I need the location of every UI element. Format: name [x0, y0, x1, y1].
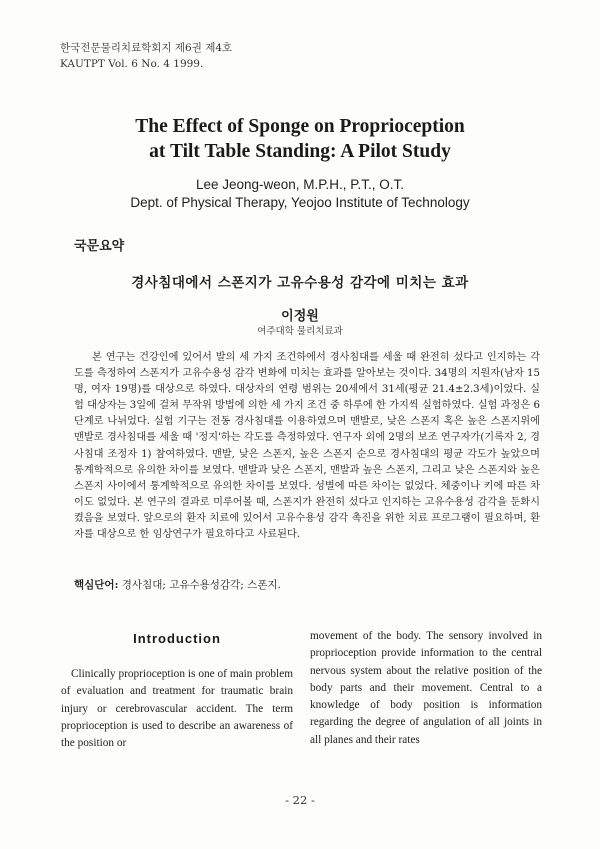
left-column-text: Clinically proprioception is one of main problem of evaluation and treatment for traumatic brain injury or cerebrovascular accident. The term proprioception is used to describe an awareness of the position or — [61, 668, 293, 750]
author-affiliation: Dept. of Physical Therapy, Yeojoo Institute of Technology — [130, 195, 470, 210]
introduction-heading: Introduction — [133, 631, 221, 646]
korean-author: 이정원 — [281, 309, 319, 324]
right-column-text: movement of the body. The sensory involved in proprioception provide information to the central nervous system about the relative position of the body parts and their movement. Central to a knowledge of body position is information regarding the degree of angulation of all joints in all planes and their rates — [310, 630, 542, 746]
right-column — [310, 628, 542, 749]
author-block — [0, 176, 600, 212]
page-number: - 22 - — [285, 793, 315, 807]
journal-header — [60, 40, 232, 72]
abstract-heading: 국문요약 — [74, 239, 125, 254]
author-name: Lee Jeong-weon, M.P.H., P.T., O.T. — [195, 177, 405, 192]
keywords-list: 경사침대; 고유수용성감각; 스폰지. — [118, 579, 281, 591]
journal-korean-line: 한국전문물리치료학회지 제6권 제4호 — [60, 42, 233, 54]
left-column — [61, 628, 293, 752]
keywords-label: 핵심단어: — [74, 579, 119, 591]
korean-affiliation: 여주대학 물리치료과 — [257, 326, 343, 337]
title-line-2: at Tilt Table Standing: A Pilot Study — [149, 141, 451, 162]
paper-title — [0, 114, 600, 164]
abstract-body: 본 연구는 건강인에 있어서 발의 세 가지 조건하에서 경사침대를 세울 때 완전히 섰다고 인지하는 각도를 측정하여 스폰지가 고유수용성 감각 변화에 미치는 효과를 알아보는 것이다. 34명의 지원자(남자 15명, 여자 19명)를 대상으로 하였다. 대상자의 연령 범위는 20세에서 31세(평균 21.4±2.3세)이었다. 실험 대상자는 3일에 걸쳐 무작위 방법에 의한 세 가지 조건 중 하루에 한 가지씩 실험하였다. 실험 과정은 6단계로 나뉘었다. 실험 기구는 전동 경사침대를 이용하였으며 맨발로, 낮은 스폰지 혹은 높은 스폰지위에 맨발로 경사침대를 세울 때 '정지'하는 각도를 측정하였다. 연구자 외에 2명의 보조 연구자가(기록자 2, 경사침대 조정자 1) 참여하였다. 맨발, 낮은 스폰지, 높은 스폰지 순으로 경사침대의 평균 각도가 높았으며 통계학적으로 유의한 차이를 보였다. 맨발과 낮은 스폰지, 맨발과 높은 스폰지, 그리고 낮은 스폰지와 높은 스폰지 사이에서 통계학적으로 유의한 차이를 보였다. 성별에 따른 차이는 없었다. 체중이나 키에 따른 차이도 없었다. 본 연구의 결과로 미루어볼 때, 스폰지가 완전히 섰다고 인지하는 고유수용성 감각을 둔화시켰음을 보였다. 앞으로의 환자 치료에 있어서 고유수용성 감각 촉진을 위한 치료 프로그램이 필요하며, 환자를 대상으로 한 임상연구가 필요하다고 사료된다. — [74, 352, 540, 541]
title-line-1: The Effect of Sponge on Proprioception — [135, 116, 465, 137]
keywords — [74, 577, 281, 592]
journal-english-line: KAUTPT Vol. 6 No. 4 1999. — [60, 58, 204, 70]
korean-title: 경사침대에서 스폰지가 고유수용성 감각에 미치는 효과 — [131, 275, 469, 291]
